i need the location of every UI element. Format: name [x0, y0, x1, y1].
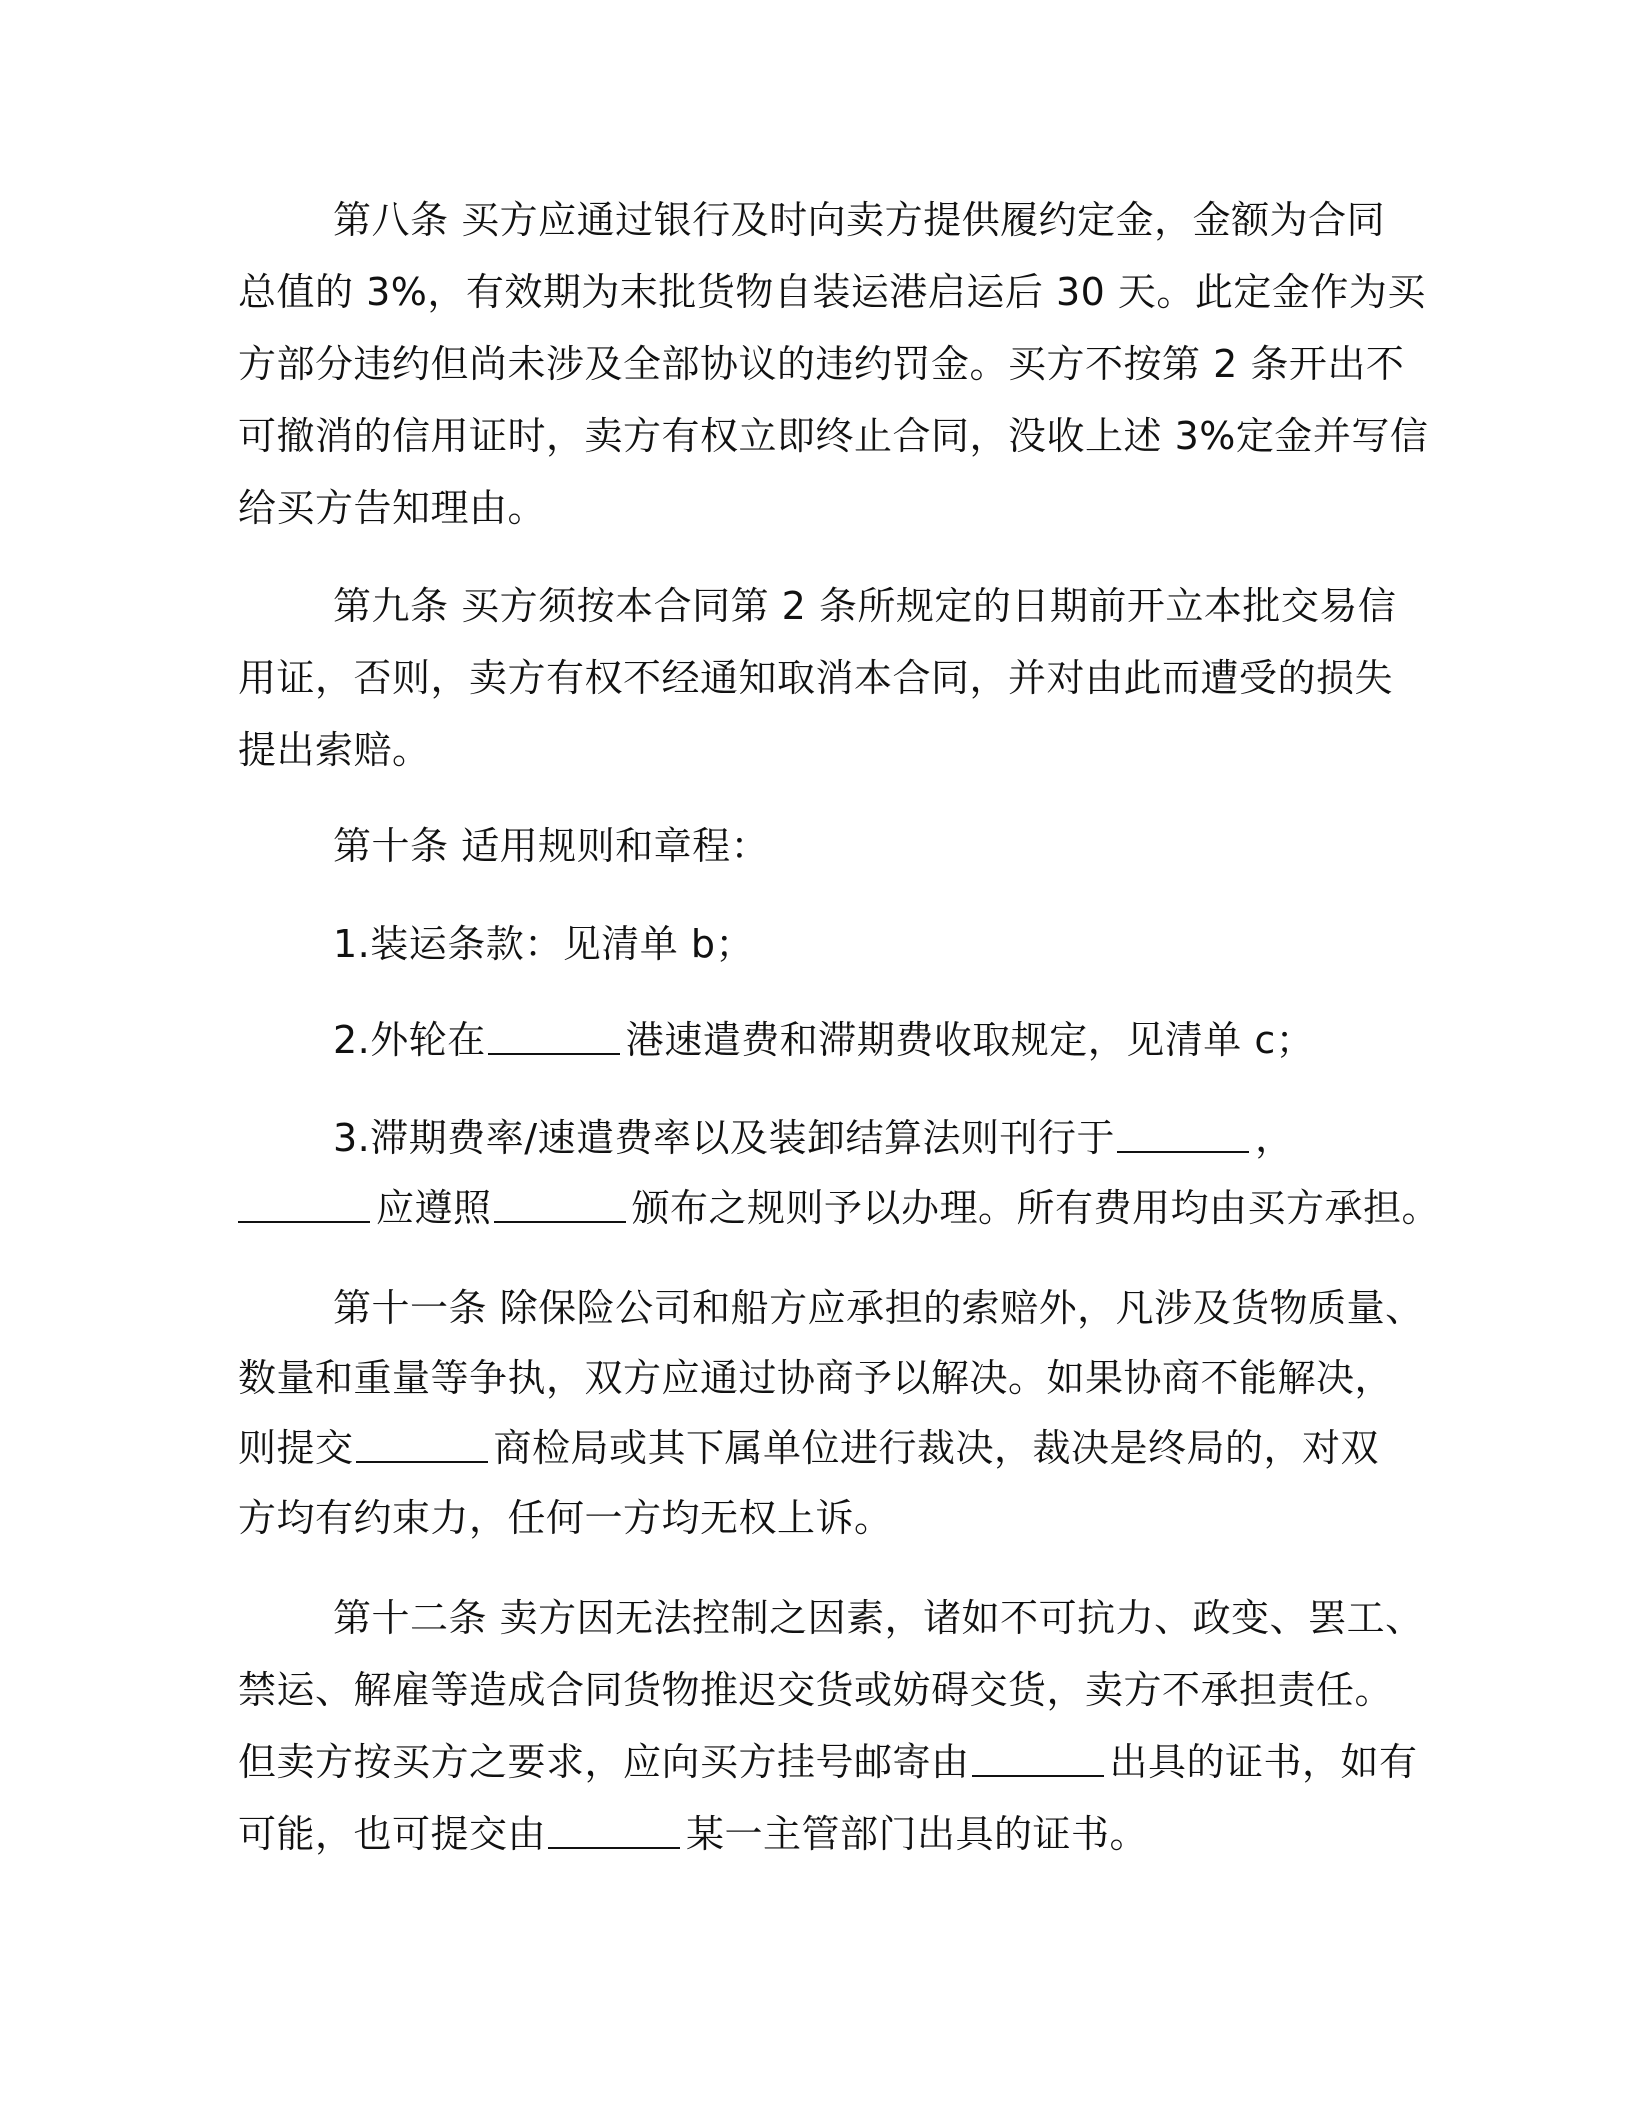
- fill-in-blank: [972, 1741, 1104, 1777]
- item-3-text-c: 应遵照: [376, 1186, 492, 1230]
- article-12-line-4: [238, 1806, 1398, 1862]
- article-11-line-2: 数量和重量等争执，双方应通过协商予以解决。如果协商不能解决，: [238, 1356, 1394, 1400]
- article-10-item-3-line-2: [238, 1180, 1441, 1236]
- article-12-text-a: 但卖方按买方之要求，应向买方挂号邮寄由: [238, 1740, 970, 1784]
- item-3-text-b: ，: [1255, 1116, 1294, 1160]
- article-10-heading: 第十条 适用规则和章程：: [333, 824, 770, 868]
- article-9-line-3: 提出索赔。: [238, 728, 431, 772]
- article-10-item-1: 1.装运条款：见清单 b；: [333, 922, 754, 966]
- article-12-line-2: 禁运、解雇等造成合同货物推迟交货或妨碍交货，卖方不承担责任。: [238, 1668, 1394, 1712]
- article-8-line-1: 第八条 买方应通过银行及时向卖方提供履约定金，金额为合同: [333, 198, 1386, 242]
- article-9-line-2: 用证，否则，卖方有权不经通知取消本合同，并对由此而遭受的损失: [238, 656, 1394, 700]
- fill-in-blank: [238, 1187, 370, 1223]
- article-12-line-3: [238, 1734, 1418, 1790]
- item-3-text-d: 颁布之规则予以办理。所有费用均由买方承担。: [631, 1186, 1441, 1230]
- article-8-line-4: 可撤消的信用证时，卖方有权立即终止合同，没收上述 3%定金并写信: [238, 414, 1429, 458]
- item-2-text-a: 2.外轮在: [333, 1018, 486, 1062]
- article-11-line-3: [238, 1420, 1398, 1476]
- article-9-line-1: 第九条 买方须按本合同第 2 条所规定的日期前开立本批交易信: [333, 584, 1397, 628]
- article-8-line-2: 总值的 3%，有效期为末批货物自装运港启运后 30 天。此定金作为买: [238, 270, 1426, 314]
- article-11-line-4: 方均有约束力，任何一方均无权上诉。: [238, 1496, 893, 1540]
- article-8-line-3: 方部分违约但尚未涉及全部协议的违约罚金。买方不按第 2 条开出不: [238, 342, 1405, 386]
- fill-in-blank: [1117, 1117, 1249, 1153]
- article-11-text-b: 商检局或其下属单位进行裁决，裁决是终局的，对双: [493, 1426, 1380, 1470]
- fill-in-blank: [488, 1019, 620, 1055]
- article-10-item-2: [333, 1012, 1398, 1068]
- fill-in-blank: [494, 1187, 626, 1223]
- article-8-line-5: 给买方告知理由。: [238, 486, 547, 530]
- fill-in-blank: [356, 1427, 488, 1463]
- article-12-text-c: 可能，也可提交由: [238, 1812, 547, 1856]
- article-12-line-1: 第十二条 卖方因无法控制之因素，诸如不可抗力、政变、罢工、: [333, 1596, 1424, 1640]
- article-10-item-3-line-1: [333, 1110, 1398, 1166]
- item-3-text-a: 3.滞期费率/速遣费率以及装卸结算法则刊行于: [333, 1116, 1116, 1160]
- article-11-line-1: 第十一条 除保险公司和船方应承担的索赔外，凡涉及货物质量、: [333, 1286, 1424, 1330]
- fill-in-blank: [548, 1813, 680, 1849]
- article-11-text-a: 则提交: [238, 1426, 354, 1470]
- article-12-text-d: 某一主管部门出具的证书。: [686, 1812, 1149, 1856]
- item-2-text-b: 港速遣费和滞期费收取规定，见清单 c；: [625, 1018, 1315, 1062]
- article-12-text-b: 出具的证书，如有: [1109, 1740, 1418, 1784]
